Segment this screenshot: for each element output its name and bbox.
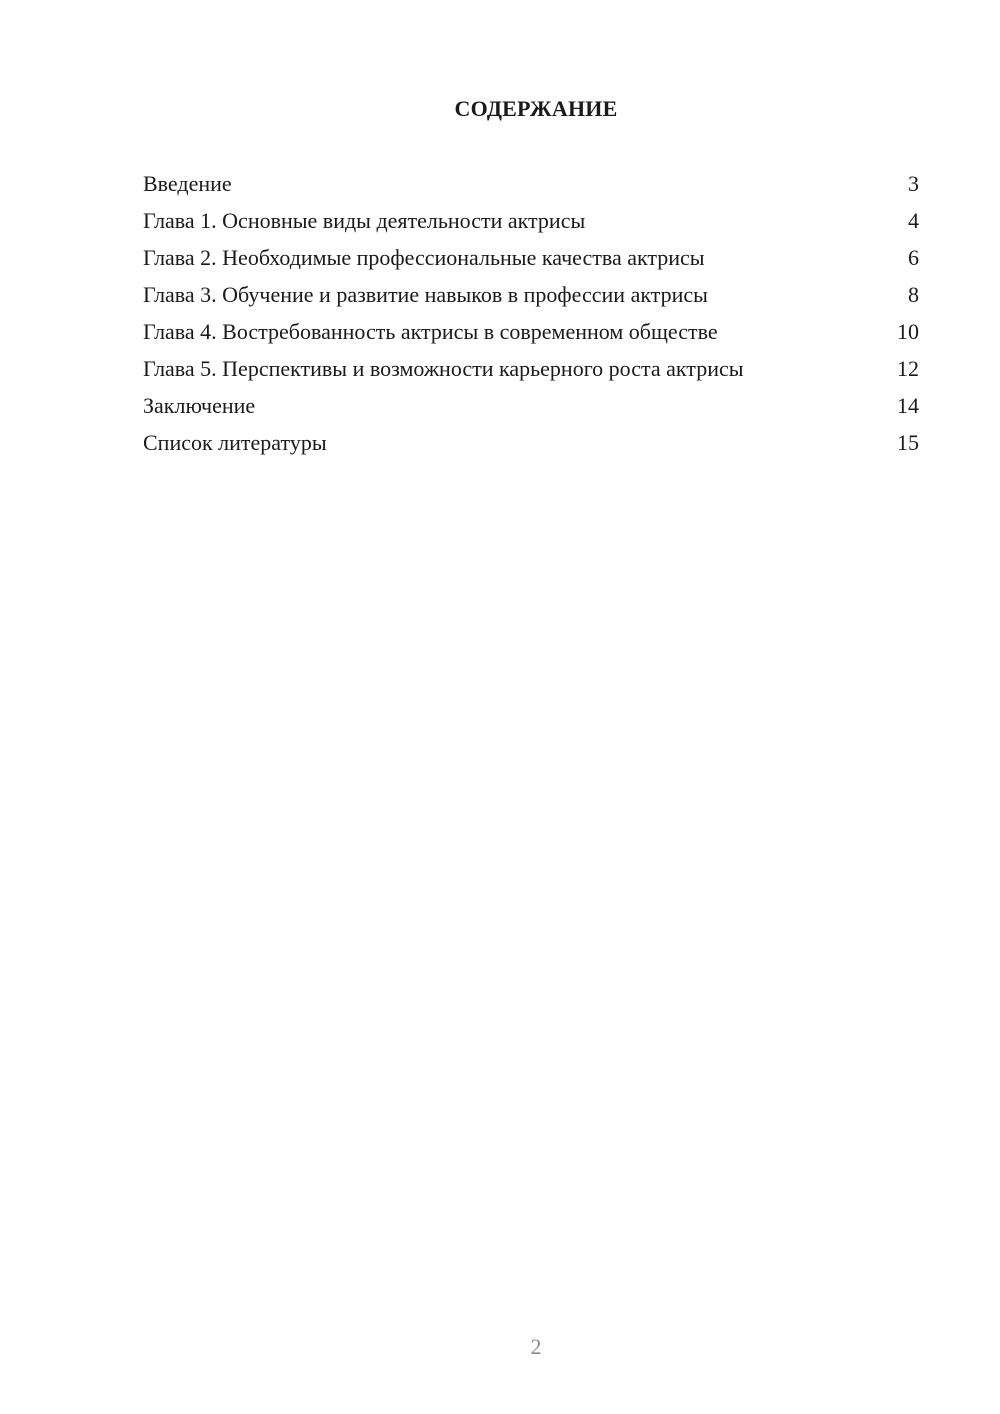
- toc-entry-page: 15: [897, 430, 919, 455]
- toc-entry-page: 3: [908, 171, 919, 196]
- toc-entry-chapter-4: [143, 318, 919, 345]
- table-of-contents: [143, 170, 919, 466]
- toc-entry-chapter-5: [143, 355, 919, 382]
- toc-entry-label: Список литературы: [143, 430, 327, 455]
- toc-entry-chapter-3: [143, 281, 919, 308]
- toc-entry-label: Глава 5. Перспективы и возможности карьерного роста актрисы: [143, 356, 744, 381]
- toc-entry-page: 14: [897, 393, 919, 418]
- toc-entry-page: 6: [908, 245, 919, 270]
- toc-entry-label: Глава 4. Востребованность актрисы в современном обществе: [143, 319, 718, 344]
- toc-entry-chapter-2: [143, 244, 919, 271]
- toc-entry-label: Заключение: [143, 393, 256, 418]
- toc-entry-label: Глава 2. Необходимые профессиональные качества актрисы: [143, 245, 705, 270]
- toc-entry-label: Глава 1. Основные виды деятельности актрисы: [143, 208, 586, 233]
- toc-entry-label: Введение: [143, 171, 232, 196]
- toc-entry-page: 12: [897, 356, 919, 381]
- page-title: СОДЕРЖАНИЕ: [454, 96, 618, 121]
- toc-entry-introduction: [143, 170, 919, 197]
- toc-entry-page: 4: [908, 208, 919, 233]
- toc-entry-label: Глава 3. Обучение и развитие навыков в профессии актрисы: [143, 282, 708, 307]
- toc-entry-references: [143, 429, 919, 456]
- toc-entry-conclusion: [143, 392, 919, 419]
- toc-entry-page: 8: [908, 282, 919, 307]
- page-number: 2: [530, 1334, 542, 1359]
- toc-entry-page: 10: [897, 319, 919, 344]
- toc-entry-chapter-1: [143, 207, 919, 234]
